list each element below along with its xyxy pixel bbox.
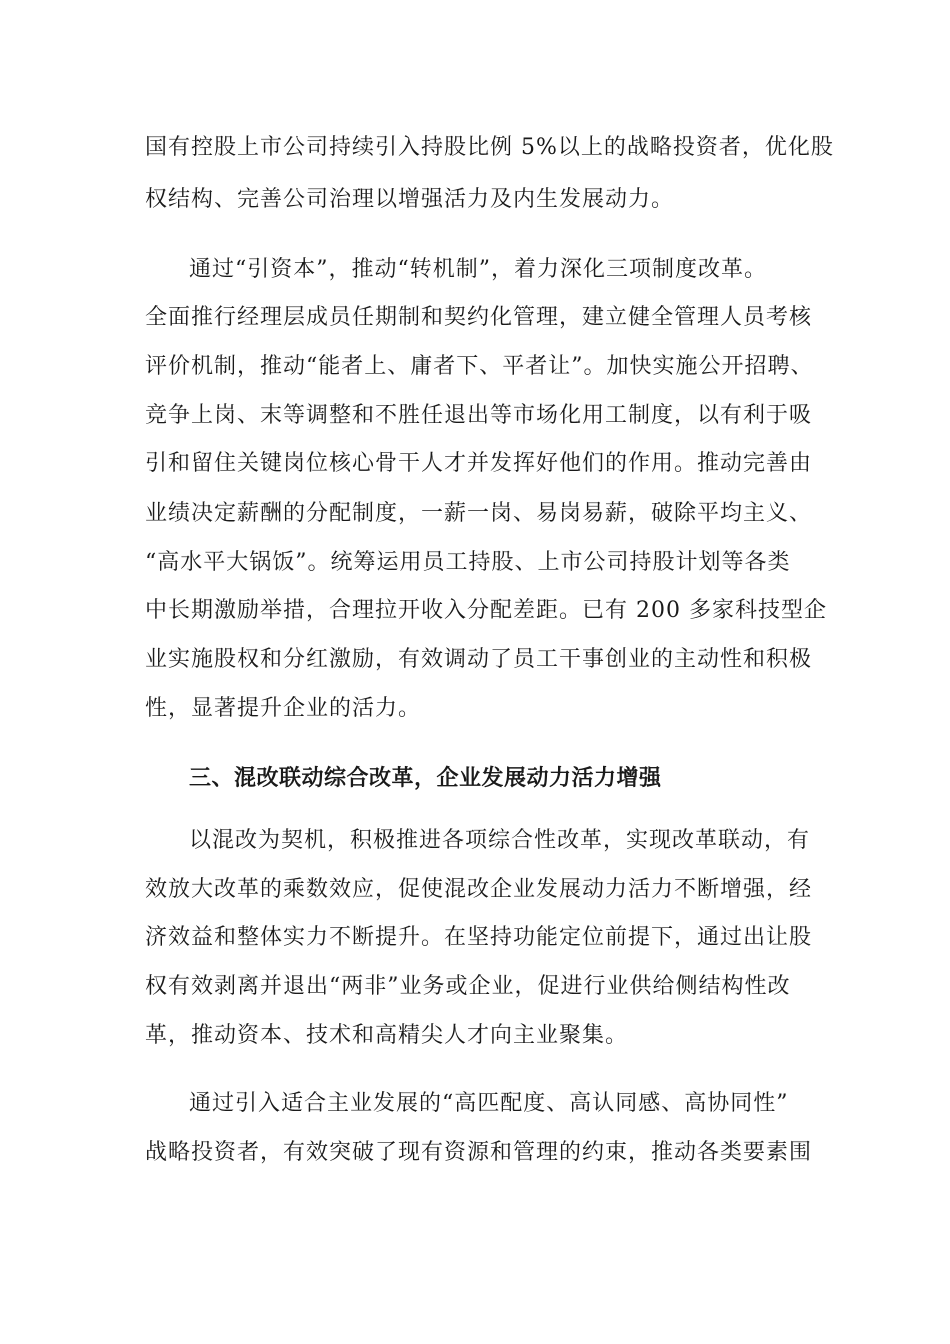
paragraph-line: 业实施股权和分红激励，有效调动了员工干事创业的主动性和积极 <box>145 647 813 672</box>
paragraph-line: 权有效剥离并退出“两非”业务或企业，促进行业供给侧结构性改 <box>145 974 791 999</box>
paragraph-line: 效放大改革的乘数效应，促使混改企业发展动力活力不断增强，经 <box>145 877 813 902</box>
paragraph-line: 通过“引资本”，推动“转机制”，着力深化三项制度改革。 <box>189 257 767 282</box>
paragraph-line: “高水平大锅饭”。统筹运用员工持股、上市公司持股计划等各类 <box>145 550 791 575</box>
paragraph-line: 通过引入适合主业发展的“高匹配度、高认同感、高协同性” <box>189 1091 789 1116</box>
paragraph-line: 战略投资者，有效突破了现有资源和管理的约束，推动各类要素围 <box>145 1140 813 1165</box>
paragraph-line: 国有控股上市公司持续引入持股比例 5%以上的战略投资者，优化股 <box>145 135 834 160</box>
section-heading: 三、混改联动综合改革，企业发展动力活力增强 <box>189 765 662 791</box>
paragraph-line: 以混改为契机，积极推进各项综合性改革，实现改革联动，有 <box>189 828 811 853</box>
paragraph-line: 评价机制，推动“能者上、庸者下、平者让”。加快实施公开招聘、 <box>145 354 814 379</box>
paragraph-line: 竞争上岗、末等调整和不胜任退出等市场化用工制度，以有利于吸 <box>145 403 813 428</box>
paragraph-line: 革，推动资本、技术和高精尖人才向主业聚集。 <box>145 1023 629 1048</box>
paragraph-line: 业绩决定薪酬的分配制度，一薪一岗、易岗易薪，破除平均主义、 <box>145 501 813 526</box>
paragraph-line: 全面推行经理层成员任期制和契约化管理，建立健全管理人员考核 <box>145 305 813 330</box>
paragraph-line: 性，显著提升企业的活力。 <box>145 696 422 721</box>
paragraph-line: 济效益和整体实力不断提升。在坚持功能定位前提下，通过出让股 <box>145 925 813 950</box>
paragraph-line: 引和留住关键岗位核心骨干人才并发挥好他们的作用。推动完善由 <box>145 451 813 476</box>
paragraph-line: 权结构、完善公司治理以增强活力及内生发展动力。 <box>145 187 675 212</box>
paragraph-line: 中长期激励举措，合理拉开收入分配差距。已有 200 多家科技型企 <box>145 598 827 623</box>
